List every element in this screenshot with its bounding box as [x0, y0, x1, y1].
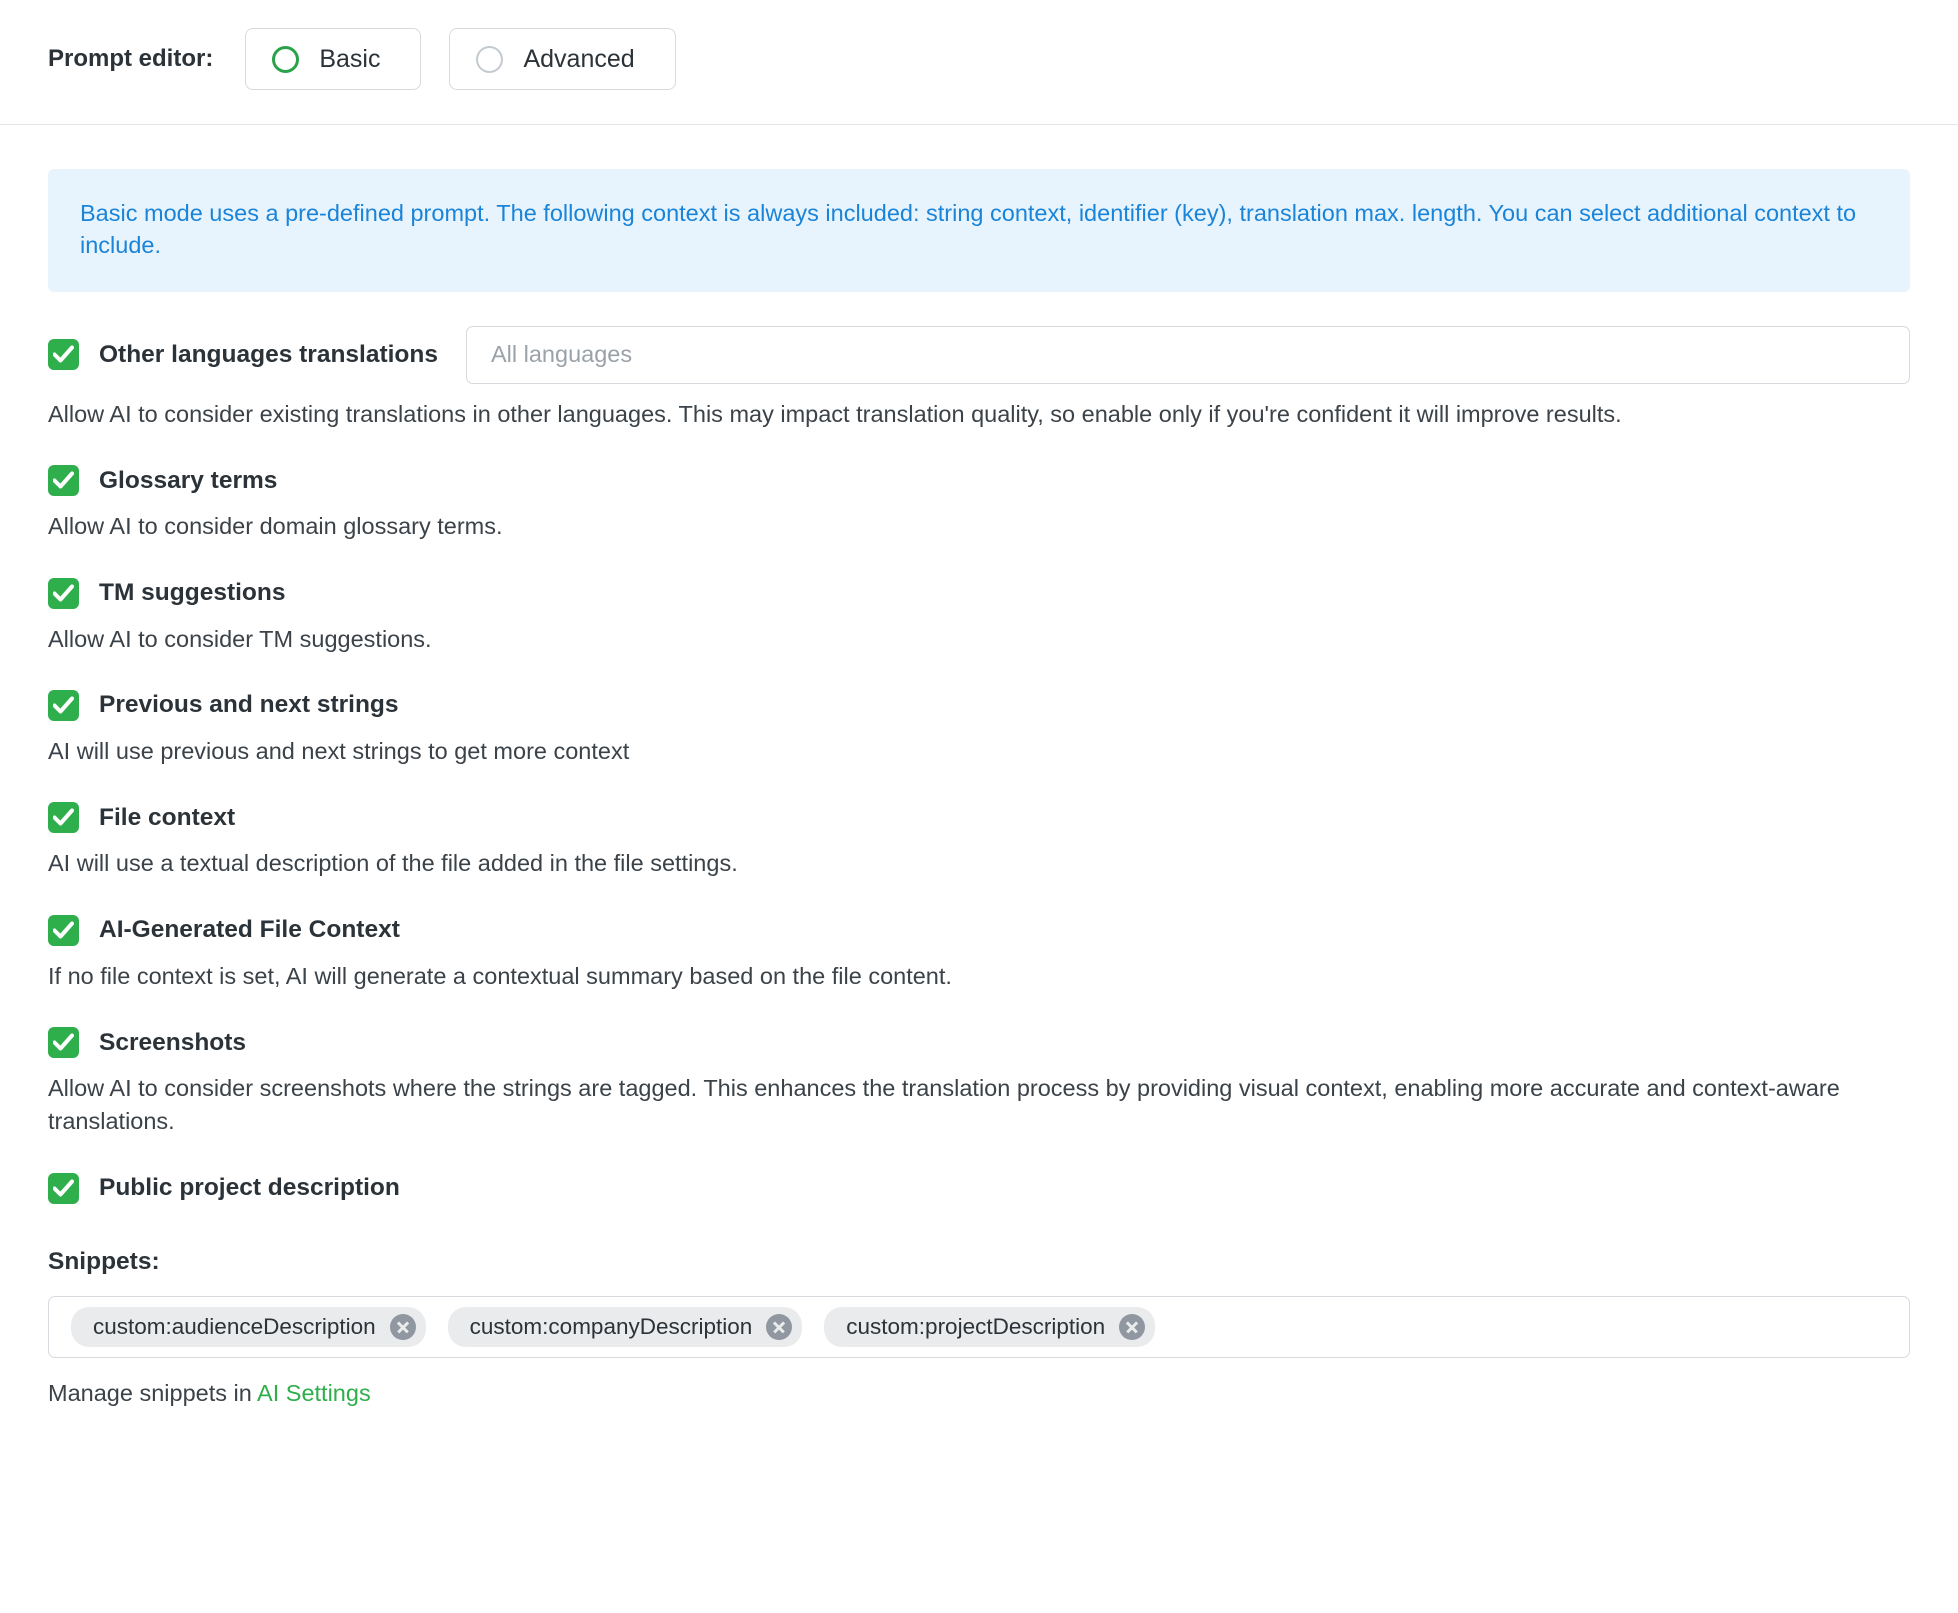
option-file-context [48, 802, 1910, 880]
option-description: Allow AI to consider screenshots where the strings are tagged. This enhances the translation process by providing visual context, enabling more accurate and context-aware translations. [48, 1075, 1840, 1135]
option-public-project-description [48, 1173, 1910, 1204]
option-tm-suggestions [48, 578, 1910, 656]
check-icon [53, 471, 74, 490]
option-glossary-terms [48, 465, 1910, 543]
option-description: Allow AI to consider existing translations in other languages. This may impact translation quality, so enable only if you're confident it will improve results. [48, 400, 1622, 427]
checkbox-previous-next-strings[interactable] [48, 690, 79, 721]
option-description: Allow AI to consider domain glossary terms. [48, 513, 503, 540]
check-icon [53, 584, 74, 603]
radio-option-advanced[interactable] [449, 28, 675, 90]
option-screenshots [48, 1027, 1910, 1139]
snippets-label: Snippets: [48, 1247, 160, 1275]
prompt-editor-radio-group [245, 28, 675, 90]
option-title: Public project description [99, 1174, 400, 1202]
prompt-editor-label: Prompt editor: [48, 45, 214, 72]
option-description: AI will use a textual description of the file added in the file settings. [48, 850, 738, 877]
snippet-chip-label: custom:companyDescription [469, 1313, 753, 1339]
option-description: AI will use previous and next strings to get more context [48, 737, 630, 764]
radio-basic-indicator [272, 46, 299, 73]
close-icon[interactable] [390, 1314, 416, 1340]
check-icon [53, 1033, 74, 1052]
check-icon [53, 1179, 74, 1198]
info-banner: Basic mode uses a pre-defined prompt. The following context is always included: string context, identifier (key), translation max. length. You can select additional context to include. [48, 169, 1910, 292]
check-icon [53, 696, 74, 715]
prompt-editor-bar [0, 0, 1958, 125]
manage-snippets-line [48, 1380, 1910, 1447]
option-title: AI-Generated File Context [99, 916, 400, 944]
check-icon [53, 808, 74, 827]
checkbox-glossary-terms[interactable] [48, 465, 79, 496]
option-ai-generated-file-context [48, 915, 1910, 993]
option-other-languages-translations [48, 326, 1910, 431]
option-description: Allow AI to consider TM suggestions. [48, 625, 432, 652]
checkbox-screenshots[interactable] [48, 1027, 79, 1058]
option-title: File context [99, 803, 236, 831]
radio-option-basic[interactable] [245, 28, 421, 90]
checkbox-public-project-description[interactable] [48, 1173, 79, 1204]
snippet-chip[interactable] [71, 1307, 426, 1347]
snippets-input[interactable] [48, 1296, 1910, 1358]
languages-select-value: All languages [491, 341, 633, 368]
option-title: TM suggestions [99, 579, 286, 607]
option-title: Previous and next strings [99, 691, 399, 719]
close-icon[interactable] [766, 1314, 792, 1340]
snippet-chip-label: custom:audienceDescription [93, 1313, 376, 1339]
option-previous-next-strings [48, 690, 1910, 768]
checkbox-other-languages-translations[interactable] [48, 339, 79, 370]
checkbox-ai-generated-file-context[interactable] [48, 915, 79, 946]
checkbox-file-context[interactable] [48, 802, 79, 833]
radio-basic-label: Basic [319, 44, 381, 73]
check-icon [53, 921, 74, 940]
radio-advanced-indicator [476, 46, 503, 73]
check-icon [53, 345, 74, 364]
close-icon[interactable] [1119, 1314, 1145, 1340]
radio-advanced-label: Advanced [523, 44, 635, 73]
languages-select[interactable] [466, 326, 1910, 384]
snippet-chip[interactable] [448, 1307, 803, 1347]
snippet-chip-label: custom:projectDescription [846, 1313, 1106, 1339]
settings-content [0, 169, 1958, 1447]
ai-settings-link[interactable]: AI Settings [257, 1379, 371, 1406]
option-title: Glossary terms [99, 466, 278, 494]
option-title: Screenshots [99, 1028, 247, 1056]
snippet-chip[interactable] [824, 1307, 1155, 1347]
manage-snippets-text: Manage snippets in [48, 1379, 258, 1406]
option-description: If no file context is set, AI will generate a contextual summary based on the file content. [48, 962, 952, 989]
checkbox-tm-suggestions[interactable] [48, 578, 79, 609]
option-title: Other languages translations [99, 340, 438, 368]
